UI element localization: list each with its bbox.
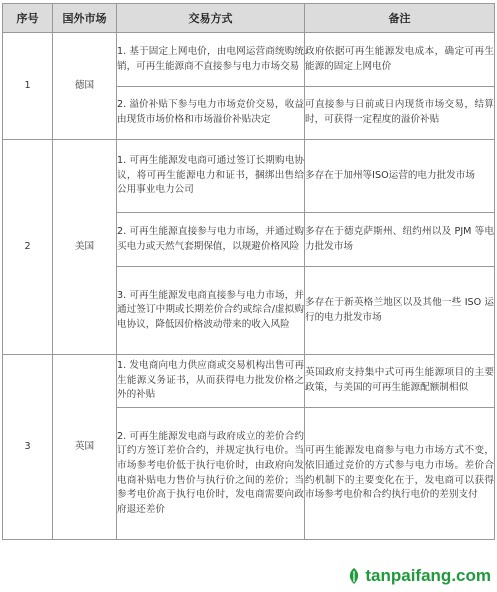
header-note: 备注 xyxy=(305,4,495,33)
header-market: 国外市场 xyxy=(53,4,117,33)
method-cell: 3. 可再生能源发电商直接参与电力市场，并通过签订中期或长期差价合约或综合/虚拟购电协议，降低因价格波动带来的收入风险 xyxy=(117,267,305,355)
row-number: 1 xyxy=(3,33,53,140)
trading-methods-table xyxy=(2,3,495,540)
note-cell: 多存在于新英格兰地区以及其他一些 ISO 运行的电力批发市场 xyxy=(305,267,495,355)
row-number: 2 xyxy=(3,140,53,355)
header-row xyxy=(3,4,495,33)
market-name: 英国 xyxy=(53,355,117,540)
method-cell: 2. 可再生能源直接参与电力市场，并通过购买电力或天然气套期保值，以规避价格风险 xyxy=(117,213,305,267)
table-row xyxy=(3,33,495,87)
note-cell: 可再生能源发电商参与电力市场方式不变，依旧通过竞价的方式参与电力市场。差价合约机制下的主要变化在于，发电商可以获得市场参考电价和合约执行电价的差别支付 xyxy=(305,408,495,540)
method-cell: 1. 可再生能源发电商可通过签订长期购电协议，将可再生能源电力和证书，捆绑出售给公用事业电力公司 xyxy=(117,140,305,213)
table-row xyxy=(3,140,495,213)
leaf-icon xyxy=(347,567,361,585)
method-cell: 2. 可再生能源发电商与政府成立的差价合约订约方签订差价合约，并规定执行电价。当市场参考电价低于执行电价时，由政府向发电商补贴电力售价与执行价之间的差价；当参考电价高于执行电价时，发电商需要向政府退还差价 xyxy=(117,408,305,540)
watermark xyxy=(347,566,491,586)
header-method: 交易方式 xyxy=(117,4,305,33)
row-number: 3 xyxy=(3,355,53,540)
table-row xyxy=(3,355,495,408)
watermark-text: tanpaifang.com xyxy=(365,566,491,585)
method-cell: 1. 基于固定上网电价，由电网运营商统购统销，可再生能源商不直接参与电力市场交易 xyxy=(117,33,305,87)
market-name: 德国 xyxy=(53,33,117,140)
note-cell: 政府依据可再生能源发电成本，确定可再生能源的固定上网电价 xyxy=(305,33,495,87)
note-cell: 可直接参与日前或日内现货市场交易，结算时，可获得一定程度的溢价补贴 xyxy=(305,87,495,140)
market-name: 美国 xyxy=(53,140,117,355)
method-cell: 2. 溢价补贴下参与电力市场竞价交易，收益由现货市场价格和市场溢价补贴决定 xyxy=(117,87,305,140)
note-cell: 多存在于德克萨斯州、纽约州以及 PJM 等电力批发市场 xyxy=(305,213,495,267)
note-cell: 多存在于加州等ISO运营的电力批发市场 xyxy=(305,140,495,213)
header-num: 序号 xyxy=(3,4,53,33)
note-cell: 英国政府支持集中式可再生能源项目的主要政策，与美国的可再生能源配额制相似 xyxy=(305,355,495,408)
method-cell: 1. 发电商向电力供应商或交易机构出售可再生能源义务证书，从而获得电力批发价格之外的补贴 xyxy=(117,355,305,408)
